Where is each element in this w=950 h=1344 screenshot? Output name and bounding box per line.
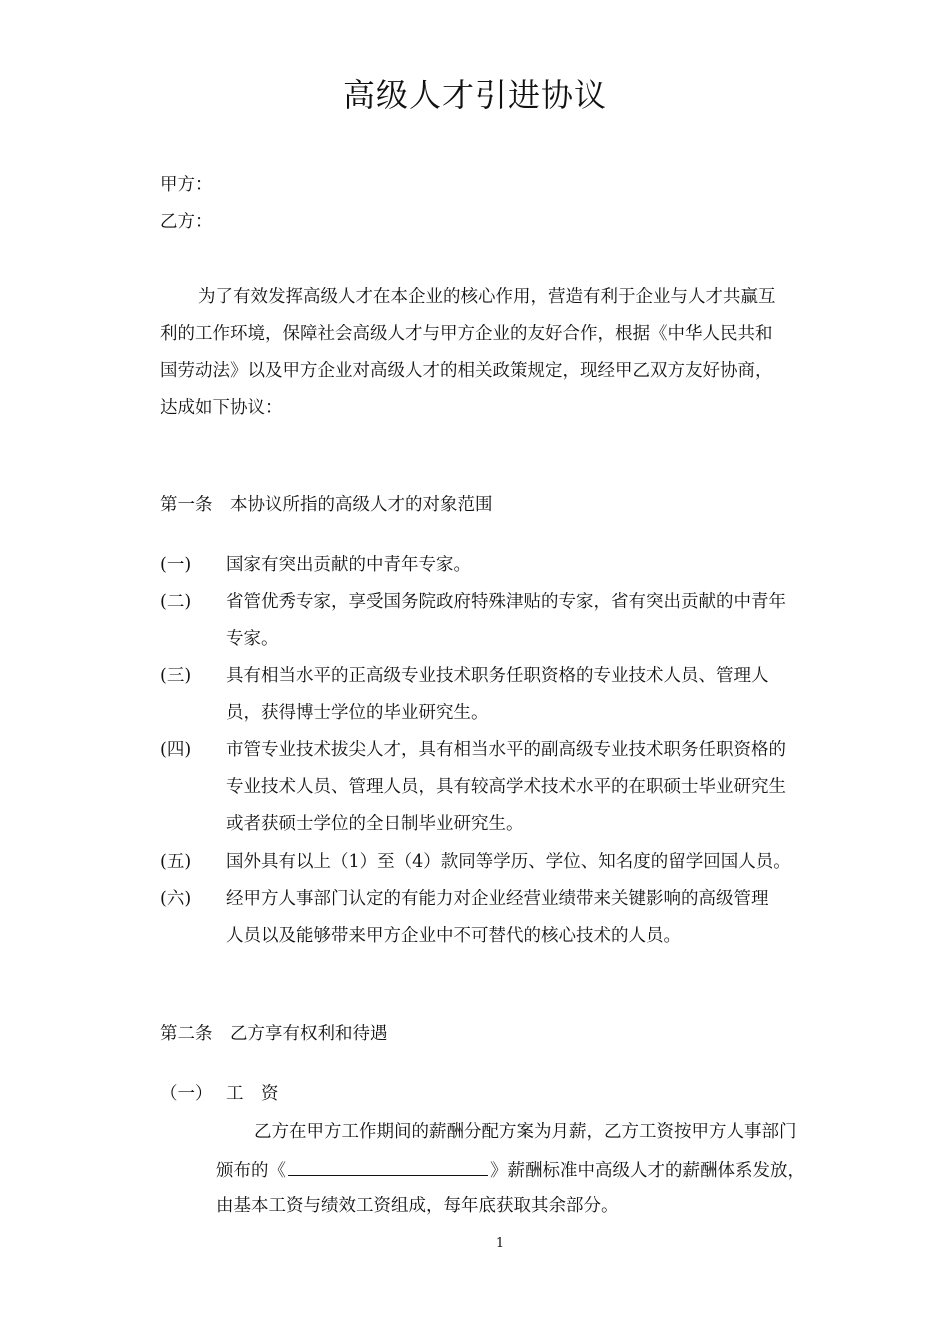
item-label: (五) (160, 852, 192, 872)
item-text: 专家。 (226, 629, 279, 649)
item-text: 经甲方人事部门认定的有能力对企业经营业绩带来关键影响的高级管理 (226, 889, 769, 909)
party-a-label: 甲方： (160, 175, 213, 195)
salary-line-suffix: 》薪酬标准中高级人才的薪酬体系发放， (490, 1161, 805, 1181)
item-label: (二) (160, 592, 192, 612)
preamble-line: 利的工作环境，保障社会高级人才与甲方企业的友好合作，根据《中华人民共和 (160, 324, 773, 344)
item-text: 专业技术人员、管理人员，具有较高学术技术水平的在职硕士毕业研究生 (226, 777, 786, 797)
sub-item-title: 工 资 (226, 1084, 279, 1104)
item-label: (六) (160, 889, 192, 909)
item-text: 或者获硕士学位的全日制毕业研究生。 (226, 814, 524, 834)
fill-in-blank[interactable] (288, 1157, 488, 1176)
salary-line-prefix: 颁布的《 (216, 1161, 286, 1181)
item-label: (三) (160, 666, 192, 686)
article-2-heading: 第二条 乙方享有权利和待遇 (160, 1024, 388, 1044)
document-title: 高级人才引进协议 (342, 76, 607, 114)
item-text: 人员以及能够带来甲方企业中不可替代的核心技术的人员。 (226, 926, 681, 946)
sub-item-label: （一） (160, 1084, 213, 1104)
item-label: (四) (160, 740, 192, 760)
preamble-line: 为了有效发挥高级人才在本企业的核心作用，营造有利于企业与人才共赢互 (198, 287, 776, 307)
article-1-heading: 第一条 本协议所指的高级人才的对象范围 (160, 495, 493, 515)
item-text: 省管优秀专家，享受国务院政府特殊津贴的专家，省有突出贡献的中青年 (226, 592, 786, 612)
item-text: 员，获得博士学位的毕业研究生。 (226, 703, 489, 723)
salary-line: 乙方在甲方工作期间的薪酬分配方案为月薪，乙方工资按甲方人事部门 (254, 1122, 797, 1142)
preamble-line: 国劳动法》以及甲方企业对高级人才的相关政策规定，现经甲乙双方友好协商， (160, 361, 773, 381)
item-text: 国外具有以上（1）至（4）款同等学历、学位、知名度的留学回国人员。 (226, 852, 791, 872)
preamble-line: 达成如下协议： (160, 398, 283, 418)
item-label: (一) (160, 555, 192, 575)
item-text: 具有相当水平的正高级专业技术职务任职资格的专业技术人员、管理人 (226, 666, 769, 686)
item-text: 国家有突出贡献的中青年专家。 (226, 555, 471, 575)
item-text: 市管专业技术拔尖人才，具有相当水平的副高级专业技术职务任职资格的 (226, 740, 786, 760)
salary-line (216, 1157, 805, 1183)
salary-line: 由基本工资与绩效工资组成，每年底获取其余部分。 (216, 1196, 619, 1216)
page-number: 1 (495, 1236, 505, 1251)
party-b-label: 乙方： (160, 212, 213, 232)
